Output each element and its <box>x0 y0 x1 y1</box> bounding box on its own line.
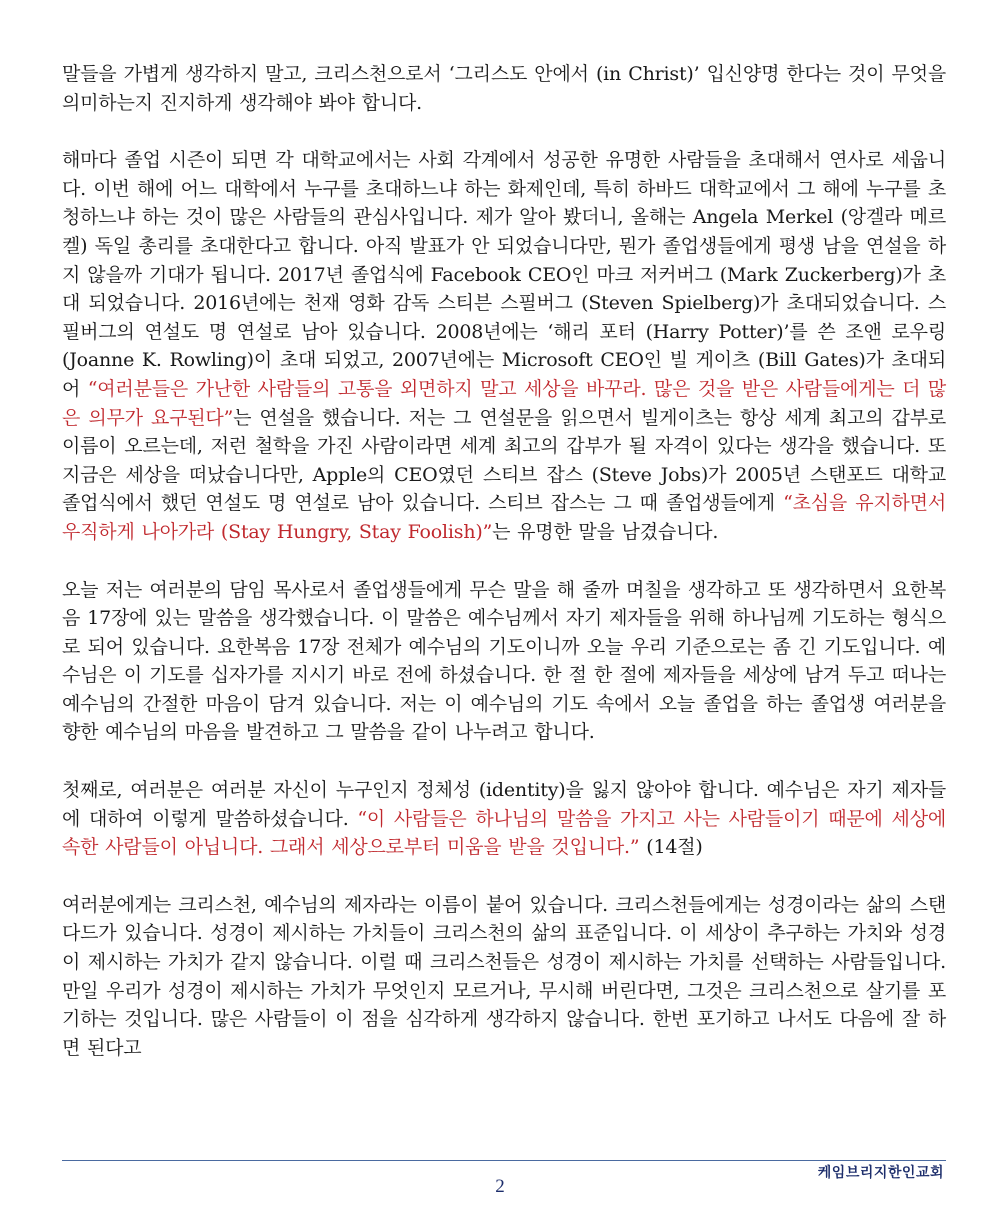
paragraph-4-text-a: 첫째로, 여러분은 여러분 자신이 누구인지 정체성 (identity)을 잃지 않아야 합니다. 예수님은 자기 제자들에 대하여 이렇게 말씀하셨습니다. <box>62 779 946 830</box>
paragraph-5 <box>62 891 946 1063</box>
paragraph-4 <box>62 776 946 862</box>
bill-gates-quote: “여러분들은 가난한 사람들의 고통을 외면하지 말고 세상을 바꾸라. 많은 것을 받은 사람들에게는 더 많은 의무가 요구된다” <box>62 377 946 429</box>
paragraph-5-text: 여러분에게는 크리스천, 예수님의 제자라는 이름이 붙어 있습니다. 크리스천들에게는 성경이라는 삶의 스탠다드가 있습니다. 성경이 제시하는 가치들이 크리스천의 삶의 표준입니다. 이 세상이 추구하는 가치와 성경이 제시하는 가치가 같지 않습니다. 이럴 때 크리스천들은 성경이 제시하는 가치를 선택하는 사람들입니다. 만일 우리가 성경이 제시하는 가치가 무엇인지 모르거나, 무시해 버린다면, 그것은 크리스천으로 살기를 포기하는 것입니다. 많은 사람들이 이 점을 심각하게 생각하지 않습니다. 한번 포기하고 나서도 다음에 잘 하면 된다고 <box>62 893 946 1059</box>
paragraph-1 <box>62 60 946 117</box>
paragraph-1-text: 말들을 가볍게 생각하지 말고, 크리스천으로서 ‘그리스도 안에서 (in Christ)’ 입신양명 한다는 것이 무엇을 의미하는지 진지하게 생각해야 봐야 합니다. <box>62 63 946 114</box>
page-body <box>62 60 946 1091</box>
paragraph-2-text-b: 는 연설을 했습니다. 저는 그 연설문을 읽으면서 빌게이츠는 항상 세계 최고의 갑부로 이름이 오르는데, 저런 철학을 가진 사람이라면 세계 최고의 갑부가 될 자격이 있다는 생각을 했습니다. 또 지금은 세상을 떠났습니다만, Apple의 CEO였던 스티브 잡스 (Steve Jobs)가 2005년 스탠포드 대학교 졸업식에서 했던 연설도 명 연설로 남아 있습니다. 스티브 잡스는 그 때 졸업생들에게 <box>62 406 947 515</box>
paragraph-3 <box>62 576 946 748</box>
footer-divider <box>62 1160 946 1161</box>
steve-jobs-quote: “초심을 유지하면서 우직하게 나아가라 (Stay Hungry, Stay Foolish)” <box>62 492 946 543</box>
church-name: 케임브리지한인교회 <box>817 1165 944 1181</box>
scripture-quote: “이 사람들은 하나님의 말씀을 가지고 사는 사람들이기 때문에 세상에 속한 사람들이 아닙니다. 그래서 세상으로부터 미움을 받을 것입니다.” <box>62 807 946 859</box>
verse-reference: (14절) <box>639 836 703 859</box>
paragraph-2 <box>62 146 946 546</box>
paragraph-3-text: 오늘 저는 여러분의 담임 목사로서 졸업생들에게 무슨 말을 해 줄까 며칠을 생각하고 또 생각하면서 요한복음 17장에 있는 말씀을 생각했습니다. 이 말씀은 예수님께서 자기 제자들을 위해 하나님께 기도하는 형식으로 되어 있습니다. 요한복음 17장 전체가 예수님의 기도이니까 오늘 우리 기준으로는 좀 긴 기도입니다. 예수님은 이 기도를 십자가를 지시기 바로 전에 하셨습니다. 한 절 한 절에 제자들을 세상에 남겨 두고 떠나는 예수님의 간절한 마음이 담겨 있습니다. 저는 이 예수님의 기도 속에서 오늘 졸업을 하는 졸업생 여러분을 향한 예수님의 마음을 발견하고 그 말씀을 같이 나누려고 합니다. <box>62 578 946 744</box>
paragraph-2-text-c: 는 유명한 말을 남겼습니다. <box>492 520 719 543</box>
page-number: 2 <box>495 1176 505 1197</box>
paragraph-2-text-a: 해마다 졸업 시즌이 되면 각 대학교에서는 사회 각계에서 성공한 유명한 사람들을 초대해서 연사로 세웁니다. 이번 해에 어느 대학에서 누구를 초대하느냐 하는 화제인데, 특히 하바드 대학교에서 그 해에 누구를 초청하느냐 하는 것이 많은 사람들의 관심사입니다. 제가 알아 봤더니, 올해는 Angela Merkel (앙겔라 메르켈) 독일 총리를 초대한다고 합니다. 아직 발표가 안 되었습니다만, 뭔가 졸업생들에게 평생 남을 연설을 하지 않을까 기대가 됩니다. 2017년 졸업식에 Facebook CEO인 마크 저커버그 (Mark Zuckerberg)가 초대 되었습니다. 2016년에는 천재 영화 감독 스티븐 스필버그 (Steven Spielberg)가 초대되었습니다. 스필버그의 연설도 명 연설로 남아 있습니다. 2008년에는 ‘해리 포터 (Harry Potter)’를 쓴 조앤 로우링 (Joanne K. Rowling)이 초대 되었고, 2007년에는 Microsoft CEO인 빌 게이츠 (Bill Gates)가 초대되어 <box>62 149 946 400</box>
